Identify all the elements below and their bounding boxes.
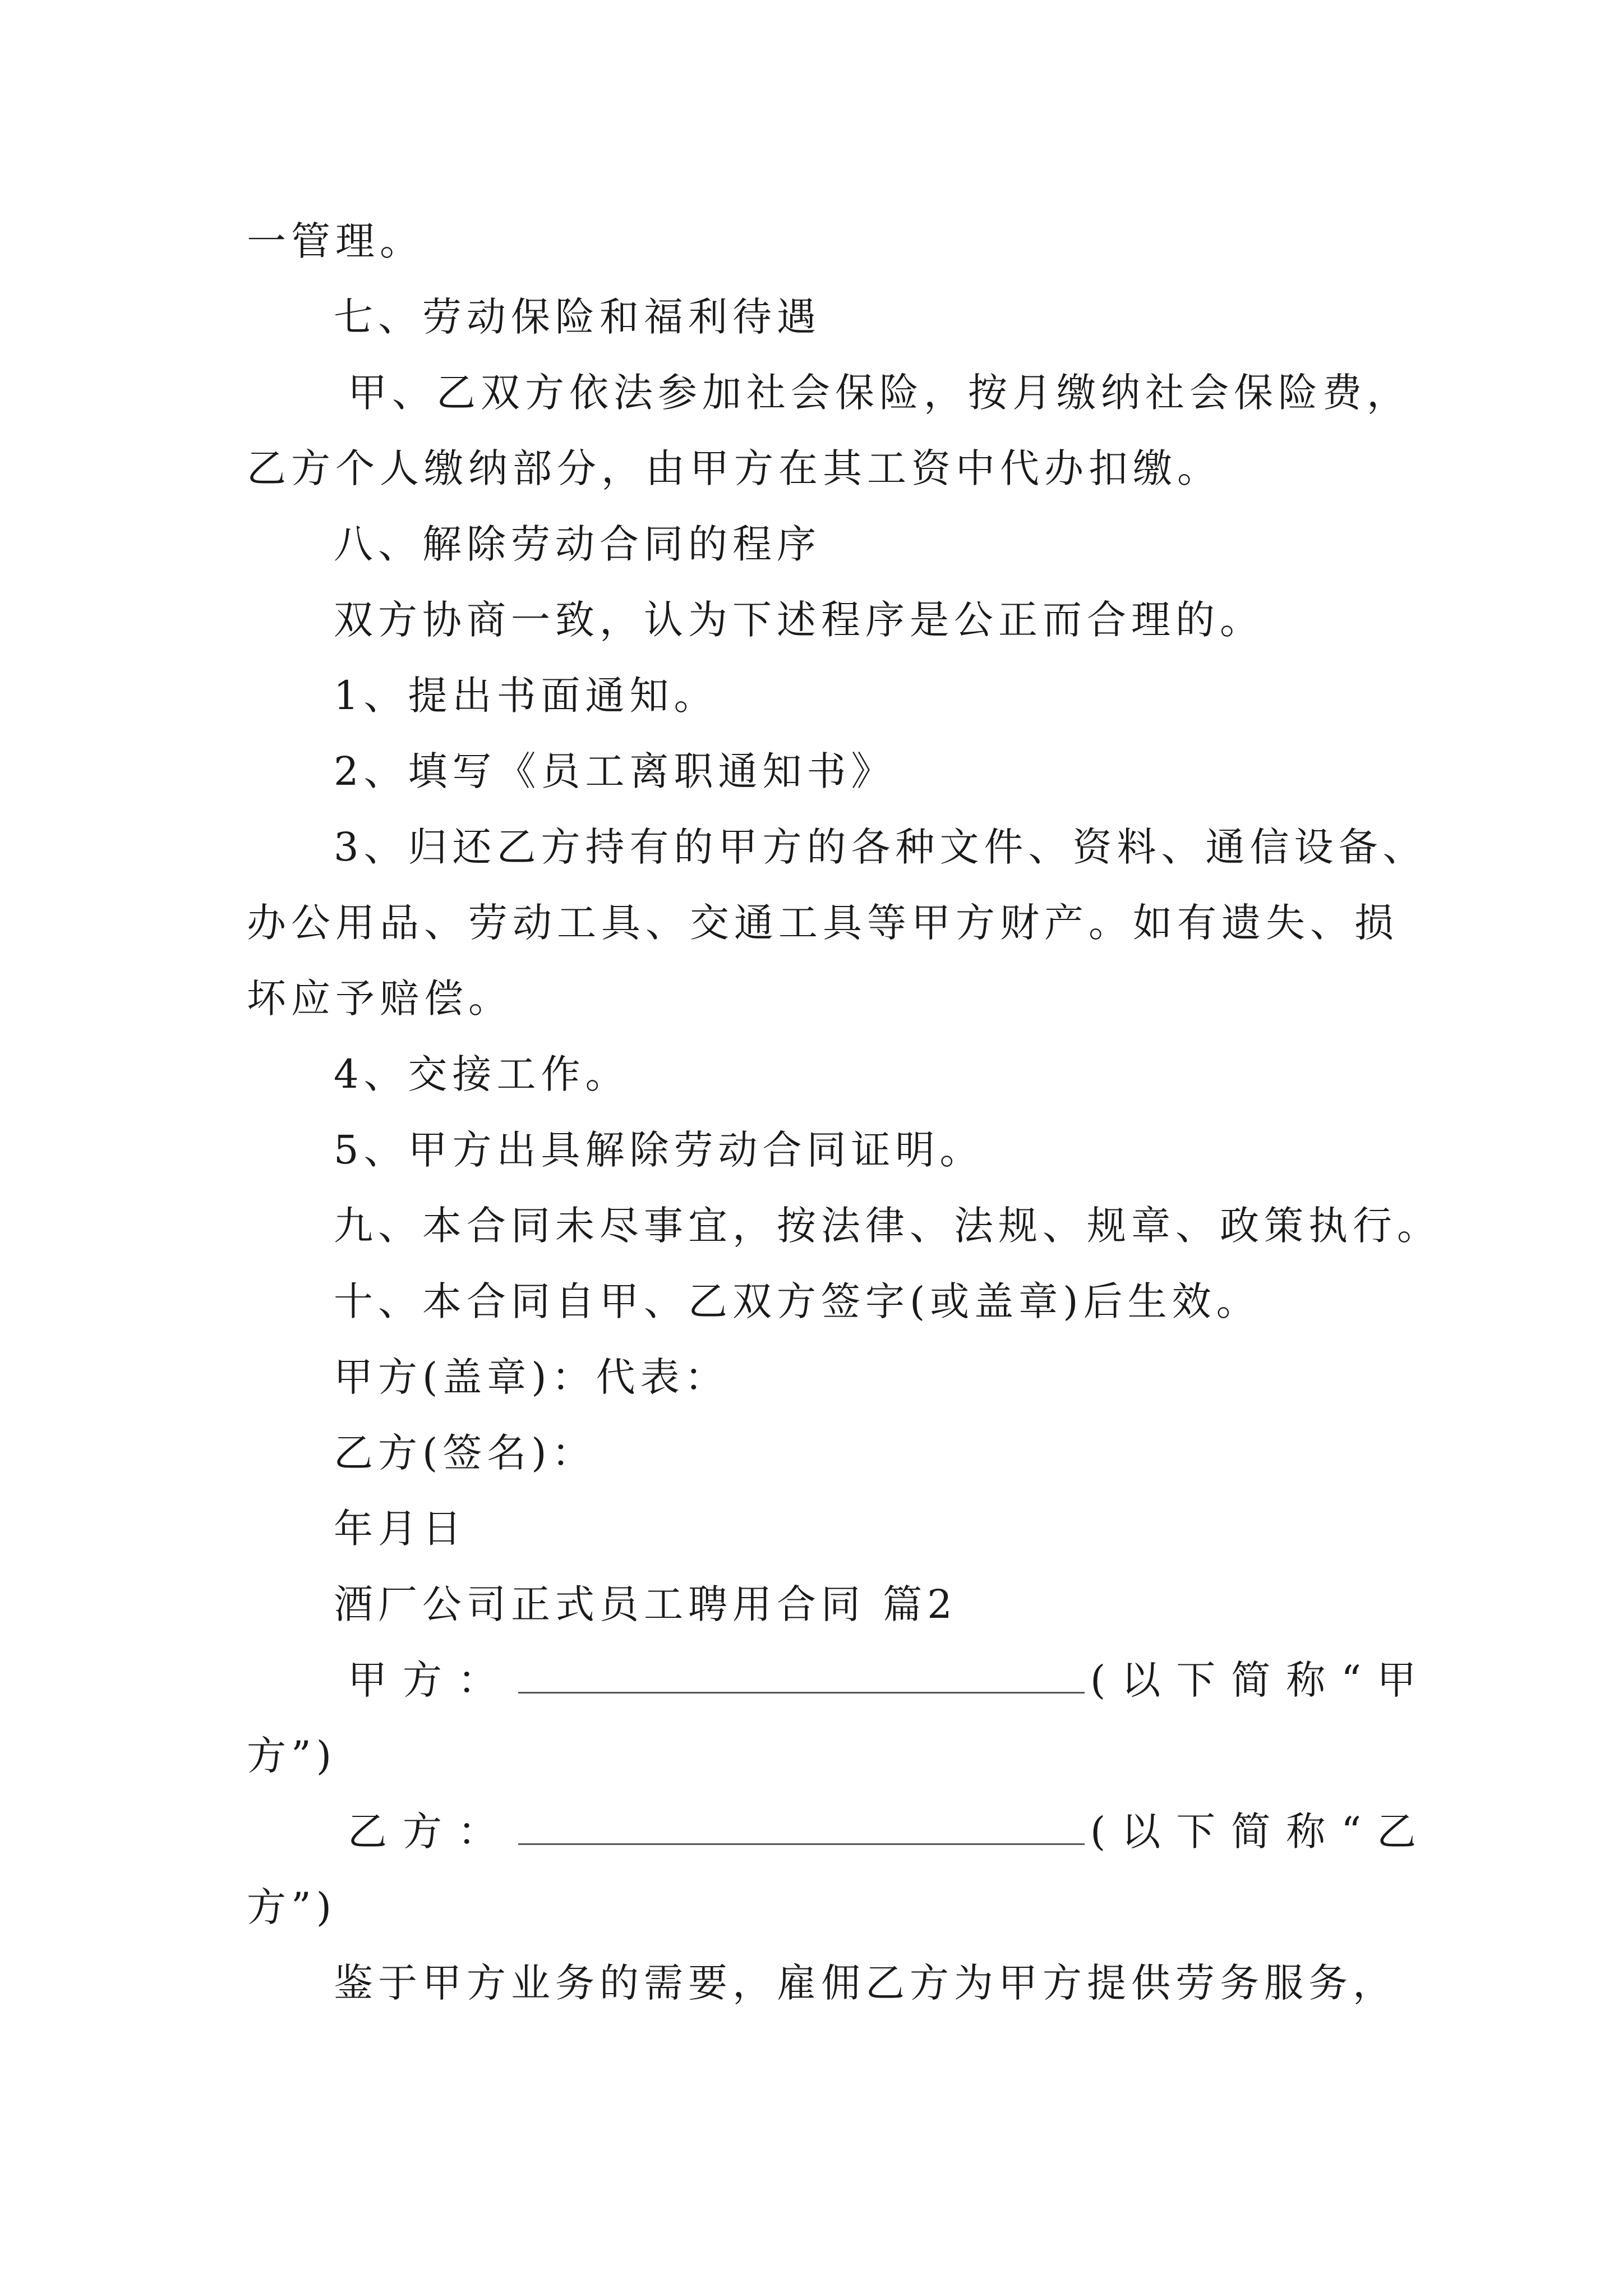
- party-b-suffix: (以下简称“乙: [1090, 1809, 1432, 1855]
- list-item: 5、甲方出具解除劳动合同证明。: [334, 1127, 984, 1173]
- section-heading-9: 九、本合同未尽事宜，按法律、法规、规章、政策执行。: [334, 1203, 1441, 1249]
- section-heading-7: 七、劳动保险和福利待遇: [334, 294, 821, 340]
- party-b-continuation: 方”): [247, 1884, 337, 1930]
- list-item: 3、归还乙方持有的甲方的各种文件、资料、通信设备、: [334, 824, 1427, 870]
- party-a-line: [348, 1652, 1492, 1708]
- party-a-continuation: 方”): [247, 1733, 337, 1779]
- section-heading-8: 八、解除劳动合同的程序: [334, 521, 821, 567]
- list-item: 4、交接工作。: [334, 1051, 630, 1097]
- party-a-blank-field[interactable]: [518, 1663, 1085, 1694]
- party-b-label: 乙方：: [348, 1809, 513, 1855]
- paragraph-line: 办公用品、劳动工具、交通工具等甲方财产。如有遗失、损: [247, 900, 1399, 946]
- paragraph-line: 甲、乙双方依法参加社会保险，按月缴纳社会保险费，: [348, 370, 1411, 416]
- party-a-suffix: (以下简称“甲: [1090, 1657, 1432, 1703]
- paragraph-line: 鉴于甲方业务的需要，雇佣乙方为甲方提供劳务服务，: [334, 1960, 1397, 2006]
- paragraph-line: 坏应予赔偿。: [247, 976, 513, 1022]
- date-line: 年月日: [334, 1506, 467, 1552]
- list-item: 1、提出书面通知。: [334, 673, 718, 719]
- signature-party-a: 甲方(盖章)：代表：: [334, 1354, 729, 1400]
- document-title: 酒厂公司正式员工聘用合同 篇2: [334, 1581, 957, 1627]
- list-item: 2、填写《员工离职通知书》: [334, 748, 896, 794]
- signature-party-b: 乙方(签名)：: [334, 1430, 596, 1476]
- section-heading-10: 十、本合同自甲、乙双方签字(或盖章)后生效。: [334, 1278, 1261, 1324]
- party-b-line: [348, 1803, 1492, 1860]
- paragraph-line: 乙方个人缴纳部分，由甲方在其工资中代办扣缴。: [247, 445, 1221, 491]
- party-a-label: 甲方：: [348, 1657, 513, 1703]
- paragraph-line: 一管理。: [247, 218, 424, 264]
- paragraph-line: 双方协商一致，认为下述程序是公正而合理的。: [334, 597, 1264, 643]
- party-b-blank-field[interactable]: [518, 1814, 1085, 1845]
